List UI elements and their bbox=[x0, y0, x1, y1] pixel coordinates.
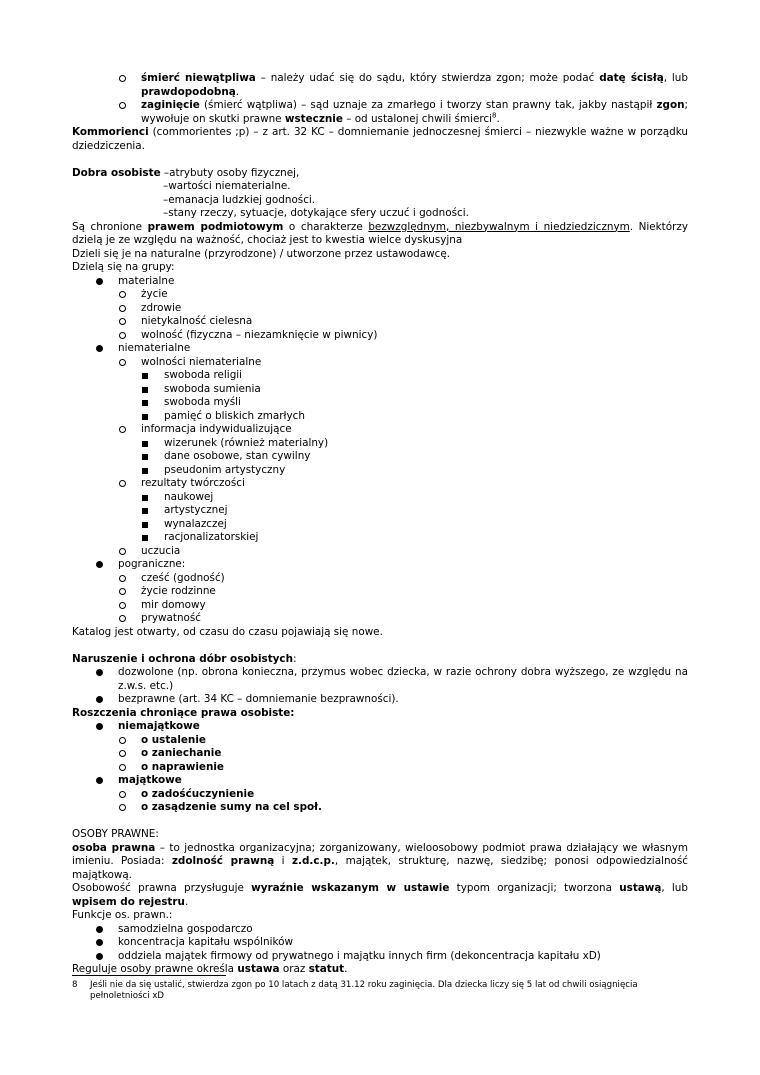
list-item: swoboda religii bbox=[164, 369, 243, 381]
list-item: informacja indywidualizujące bbox=[141, 423, 292, 435]
list-item: o zasądzenie sumy na cel społ. bbox=[141, 801, 322, 813]
list-item: swoboda sumienia bbox=[164, 382, 261, 395]
footnote-divider bbox=[72, 975, 226, 976]
footnote-ref[interactable]: 8 bbox=[492, 111, 497, 120]
list-item: życie rodzinne bbox=[141, 585, 216, 597]
circle-bullet-icon bbox=[119, 548, 126, 555]
list-item: uczucia bbox=[141, 544, 181, 557]
square-bullet-icon bbox=[142, 387, 148, 393]
list-item: życie bbox=[141, 288, 168, 300]
list-item: zaginięcie (śmierć wątpliwa) – sąd uznaje za zmarłego i tworzy stan prawny tak, jakby nastąpił zgon; wywołuje on skutki prawne wstecznie – od ustalonej chwili śmierci$^8$. bbox=[72, 99, 688, 126]
list-item: artystycznej bbox=[164, 504, 228, 516]
circle-bullet-icon bbox=[119, 318, 126, 325]
circle-bullet-icon bbox=[119, 791, 126, 798]
square-bullet-icon bbox=[142, 495, 148, 501]
list-item: śmierć niewątpliwa – należy udać się do sądu, który stwierdza zgon; może podać datę ścisłą, lub prawdopodobną. bbox=[72, 72, 688, 99]
circle-bullet-icon bbox=[119, 615, 126, 622]
legal-persons-heading: OSOBY PRAWNE: bbox=[72, 828, 159, 840]
dot-bullet-icon bbox=[96, 345, 103, 352]
list-item: racjonalizatorskiej bbox=[164, 531, 259, 543]
group-border: pograniczne: bbox=[72, 558, 688, 572]
list-item: dane osobowe, stan cywilny bbox=[164, 450, 311, 462]
kommorienci-paragraph: Kommorienci (commorientes ;p) – z art. 32 KC – domniemanie jednoczesnej śmierci – niezwykle ważne w porządku dziedziczenia. bbox=[72, 126, 688, 152]
list-item: rezultaty twórczości bbox=[141, 477, 245, 489]
list-item: mir domowy bbox=[141, 598, 206, 611]
document-page: śmierć niewątpliwa – należy udać się do sądu, który stwierdza zgon; może podać datę ścisłą, lub prawdopodobną. zaginięcie (śmierć wątpliwa) – sąd uznaje za zmarłego i tworzy stan prawny tak, jakby nastąpił zgon; wywołuje on skutki prawne wstecznie – od ustalonej chwili śmierci$^8$. Kommorienci (commorientes ;p) – z art. 32 KC – domniemanie jednoczesnej śmierci – niezwykle ważne w porządku dziedziczenia. Dobra osobiste –atrybuty osoby fizycznej, –wartości niematerialne. –emanacja ludzkiej godności. –stany rzeczy, sytuacje, dotykające sfery uczuć i godności. Są chronione prawem podmiotowym o charakterze bezwzględnym, niezbywalnym i niedziedzicznym. Niektórzy dzielą je ze względu na ważność, chociaż jest to kwestia wielce dyskusyjna Dzieli się je na naturalne (przyrodzone) / utworzone przez ustawodawcę. Dzielą się na grupy: materialne życie zdrowie nietykalność cielesna wolność (fizyczna – niezamknięcie w piwnicy) niematerialne wolności niematerialne swoboda religii swoboda sumienia swoboda myśli pamięć o bliskich zmarłych informacja indywidualizujące wizerunek (również materialny) dane osobowe, stan cywilny pseudonim artystyczny rezultaty twórczości naukowej artystycznej wynalazczej racjonalizatorskiej uczucia pograniczne: cześć (godność) życie rodzinne mir domowy prywatność Katalog jest otwarty, od czasu do czasu pojawiają się nowe. Naruszenie i ochrona dóbr osobistych: dozwolone (np. obrona konieczna, przymus wobec dziecka, w razie ochrony dobra wyższego, ze względu na z.w.s. etc.) bezprawne (art. 34 KC – domniemanie bezprawności). Roszczenia chroniące prawa osobiste: niemajątkowe o ustalenie o zaniechanie o naprawienie majątkowe o zadośćuczynienie o zasądzenie sumy na cel społ. OSOBY PRAWNE: osoba prawna – to jednostka organizacyjna; zorganizowany, wieloosobowy podmiot prawa działający we własnym imieniu. Posiada: zdolność prawną i z.d.c.p., majątek, strukturę, nazwę, siedzibę; ponosi odpowiedzialność majątkową. Osobowość prawna przysługuje wyraźnie wskazanym w ustawie typom organizacji; tworzona ustawą, lub wpisem do rejestru. Funkcje os. prawn.: samodzielna gospodarczo koncentracja kapitału wspólników oddziela majątek firmowy od prywatnego i majątku innych firm (dekoncentracja kapitału xD) Reguluje osoby prawne określa ustawa oraz statut. bbox=[72, 72, 689, 975]
dobra-definition: Dobra osobiste –atrybuty osoby fizycznej, bbox=[72, 166, 300, 179]
list-item: wolność (fizyczna – niezamknięcie w piwnicy) bbox=[141, 328, 378, 341]
dot-bullet-icon bbox=[96, 669, 103, 676]
circle-bullet-icon bbox=[119, 480, 126, 487]
list-item: wolności niematerialne bbox=[141, 355, 262, 368]
square-bullet-icon bbox=[142, 414, 148, 420]
square-bullet-icon bbox=[142, 535, 148, 541]
circle-bullet-icon bbox=[119, 804, 126, 811]
circle-bullet-icon bbox=[119, 332, 126, 339]
list-item: cześć (godność) bbox=[141, 571, 225, 584]
dot-bullet-icon bbox=[96, 723, 103, 730]
circle-bullet-icon bbox=[119, 426, 126, 433]
square-bullet-icon bbox=[142, 441, 148, 447]
dot-bullet-icon bbox=[96, 278, 103, 285]
list-item: prywatność bbox=[141, 612, 202, 624]
list-item: o zadośćuczynienie bbox=[141, 787, 255, 800]
dot-bullet-icon bbox=[96, 926, 103, 933]
circle-bullet-icon bbox=[119, 602, 126, 609]
dot-bullet-icon bbox=[96, 696, 103, 703]
circle-bullet-icon bbox=[119, 359, 126, 366]
list-item: wynalazczej bbox=[164, 517, 227, 530]
list-item: o zaniechanie bbox=[141, 747, 222, 759]
list-item: bezprawne (art. 34 KC – domniemanie bezprawności). bbox=[118, 693, 399, 705]
dot-bullet-icon bbox=[96, 953, 103, 960]
list-item: samodzielna gospodarczo bbox=[118, 922, 253, 935]
group-material: materialne bbox=[72, 275, 688, 289]
list-item: oddziela majątek firmowy od prywatnego i majątku innych firm (dekoncentracja kapitału xD) bbox=[118, 949, 601, 962]
dot-bullet-icon bbox=[96, 561, 103, 568]
group-immaterial: niematerialne bbox=[72, 342, 688, 356]
list-item: dozwolone (np. obrona konieczna, przymus wobec dziecka, w razie ochrony dobra wyższego, ze względu na z.w.s. etc.) bbox=[118, 666, 688, 692]
circle-bullet-icon bbox=[119, 588, 126, 595]
list-item: zdrowie bbox=[141, 301, 182, 314]
circle-bullet-icon bbox=[119, 75, 126, 82]
violation-heading: Naruszenie i ochrona dóbr osobistych: bbox=[72, 652, 297, 665]
list-item: pamięć o bliskich zmarłych bbox=[164, 409, 305, 422]
circle-bullet-icon bbox=[119, 102, 126, 109]
list-item: nietykalność cielesna bbox=[141, 315, 253, 327]
catalog-note: Katalog jest otwarty, od czasu do czasu pojawiają się nowe. bbox=[72, 625, 383, 638]
legal-personality-paragraph: Osobowość prawna przysługuje wyraźnie wskazanym w ustawie typom organizacji; tworzona ustawą, lub wpisem do rejestru. bbox=[72, 882, 688, 908]
circle-bullet-icon bbox=[119, 305, 126, 312]
list-item: wizerunek (również materialny) bbox=[164, 436, 329, 449]
list-item: majątkowe bbox=[118, 774, 182, 786]
regulation-paragraph: Reguluje osoby prawne określa ustawa oraz statut. bbox=[72, 963, 348, 975]
circle-bullet-icon bbox=[119, 575, 126, 582]
square-bullet-icon bbox=[142, 522, 148, 528]
list-item: koncentracja kapitału wspólników bbox=[118, 936, 293, 948]
square-bullet-icon bbox=[142, 508, 148, 514]
list-item: swoboda myśli bbox=[164, 396, 241, 408]
circle-bullet-icon bbox=[119, 764, 126, 771]
list-item: o ustalenie bbox=[141, 733, 206, 746]
square-bullet-icon bbox=[142, 400, 148, 406]
circle-bullet-icon bbox=[119, 291, 126, 298]
circle-bullet-icon bbox=[119, 750, 126, 757]
list-item: niemajątkowe bbox=[118, 720, 200, 732]
square-bullet-icon bbox=[142, 468, 148, 474]
dot-bullet-icon bbox=[96, 777, 103, 784]
square-bullet-icon bbox=[142, 454, 148, 460]
square-bullet-icon bbox=[142, 373, 148, 379]
list-item: o naprawienie bbox=[141, 760, 224, 773]
list-item: pseudonim artystyczny bbox=[164, 463, 286, 476]
legal-person-definition: osoba prawna – to jednostka organizacyjna; zorganizowany, wieloosobowy podmiot prawa działający we własnym imieniu. Posiada: zdolność prawną i z.d.c.p., majątek, strukturę, nazwę, siedzibę; ponosi odpowiedzialność majątkową. bbox=[72, 841, 689, 881]
dot-bullet-icon bbox=[96, 939, 103, 946]
circle-bullet-icon bbox=[119, 737, 126, 744]
footnote: 8 Jeśli nie da się ustalić, stwierdza zgon po 10 latach z datą 31.12 roku zaginięcia. Dla dziecka liczy się 5 lat od chwili osiągnięcia pełnoletniości xD bbox=[72, 980, 638, 1001]
list-item: naukowej bbox=[164, 490, 214, 503]
protection-paragraph: Są chronione prawem podmiotowym o charakterze bezwzględnym, niezbywalnym i niedziedzicznym. Niektórzy dzielą je ze względu na ważność, chociaż jest to kwestia wielce dyskusyjna bbox=[72, 220, 688, 246]
claims-heading: Roszczenia chroniące prawa osobiste: bbox=[72, 706, 295, 719]
